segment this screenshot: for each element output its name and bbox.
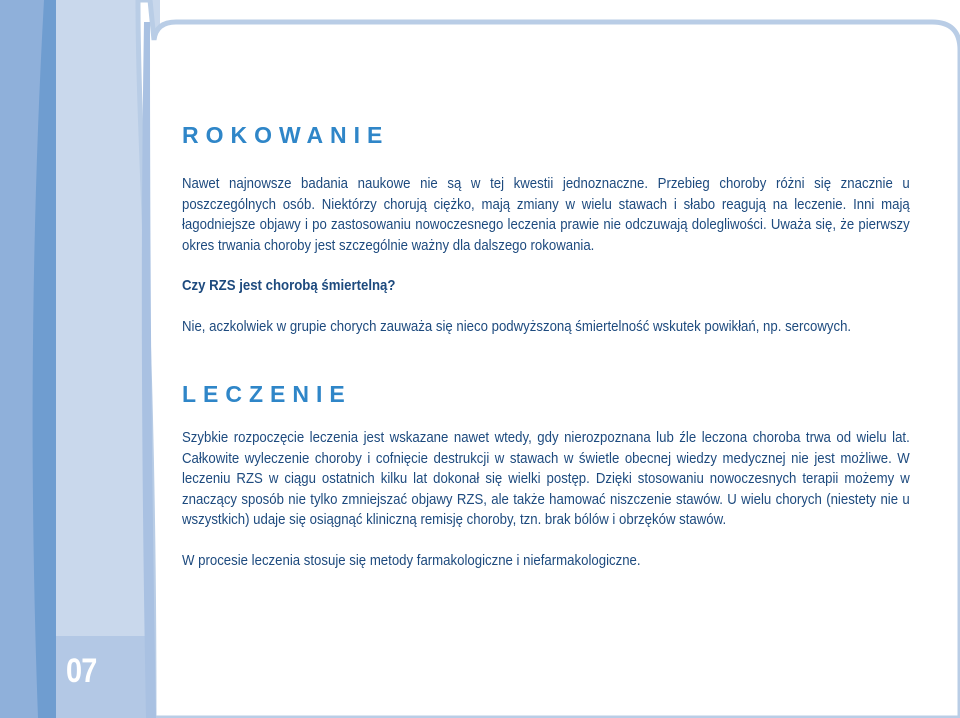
rzs-question: Czy RZS jest chorobą śmiertelną?	[182, 277, 396, 294]
section-heading-leczenie: LECZENIE	[182, 381, 352, 407]
leczenie-closing: W procesie leczenia stosuje się metody farmakologiczne i niefarmakologiczne.	[182, 551, 641, 569]
section-heading-rokowanie: ROKOWANIE	[182, 122, 390, 148]
leczenie-paragraph: Szybkie rozpoczęcie leczenia jest wskazane nawet wtedy, gdy nierozpoznana lub źle leczona choroba trwa od wielu lat. Całkowite wyleczenie choroby i cofnięcie destrukcji w stawach w świetle obecnej wiedzy medycznej nie jest możliwe. W leczeniu RZS w ciągu ostatnich kilku lat dokonał się wielki postęp. Dzięki stosowaniu nowoczesnych terapii możemy w znaczący sposób nie tylko zmniejszać objawy RZS, ale także hamować niszczenie stawów. U wielu chorych (niestety nie u wszystkich) udaje się osiągnąć kliniczną remisję choroby, tzn. brak bólów i obrzęków stawów.	[182, 429, 910, 528]
rokowanie-paragraph: Nawet najnowsze badania naukowe nie są w tej kwestii jednoznaczne. Przebieg choroby różni się znacznie u poszczególnych osób. Niektórzy chorują ciężko, mają zmiany w wielu stawach i słabo reagują na leczenie. Inni mają łagodniejsze objawy i po zastosowaniu nowoczesnego leczenia prawie nie odczuwają dolegliwości. Uważa się, że pierwszy okres trwania choroby jest szczególnie ważny dla dalszego rokowania.	[182, 175, 910, 254]
rzs-answer: Nie, aczkolwiek w grupie chorych zauważa się nieco podwyższoną śmiertelność wskutek powikłań, np. sercowych.	[182, 317, 852, 335]
page-number: 07	[66, 652, 97, 690]
main-content	[182, 118, 910, 571]
